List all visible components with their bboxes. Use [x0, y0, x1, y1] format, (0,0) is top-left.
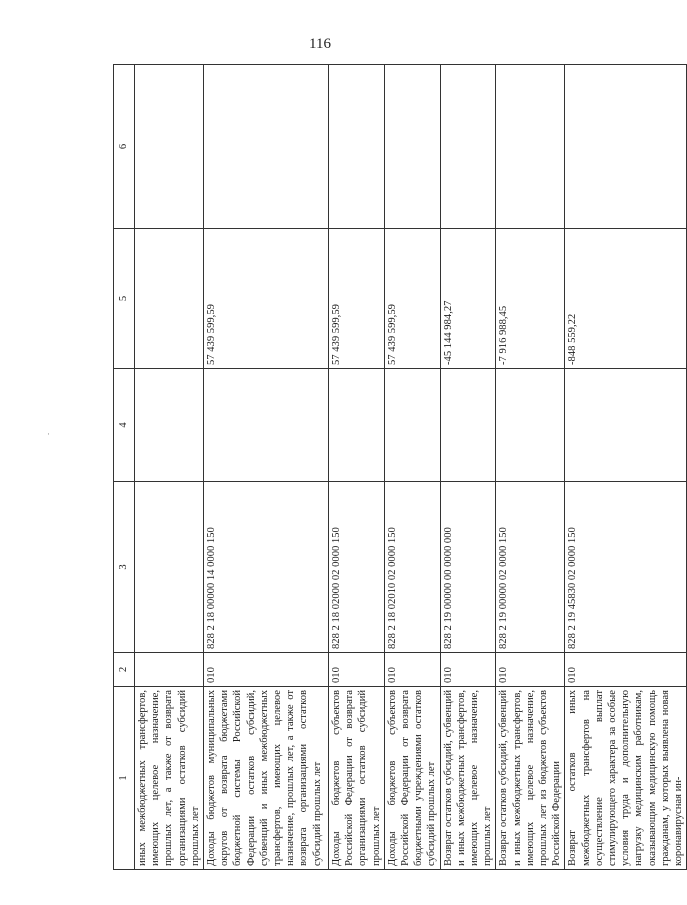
table-header-row — [114, 65, 135, 870]
row-col4 — [565, 369, 687, 482]
row-name: Возврат остатков субсидий, субвенций и иных межбюджетных трансфертов, имеющих целевое назначение, прошлых лет — [440, 687, 496, 870]
table-row — [496, 65, 565, 870]
row-col4 — [329, 369, 385, 482]
row-col4 — [384, 369, 440, 482]
row-amount: -45 144 984,27 — [440, 229, 496, 369]
header-cell-2: 2 — [114, 653, 135, 687]
row-name: Возврат остатков субсидий, субвенций и иных межбюджетных трансфертов, имеющих целевое назначение, прошлых лет из бюджетов субъектов Российской Федерации — [496, 687, 565, 870]
row-code: 010 — [565, 653, 687, 687]
row-col4 — [496, 369, 565, 482]
row-name: Доходы бюджетов субъектов Российской Федерации от возврата организациями остатков субсидий прошлых лет — [329, 687, 385, 870]
row-col4 — [135, 369, 204, 482]
row-kbk: 828 2 18 02000 02 0000 150 — [329, 482, 385, 653]
header-cell-1: 1 — [114, 687, 135, 870]
table-row — [204, 65, 329, 870]
row-col6 — [135, 65, 204, 229]
table-row — [440, 65, 496, 870]
header-cell-6: 6 — [114, 65, 135, 229]
row-kbk: 828 2 19 00000 02 0000 150 — [496, 482, 565, 653]
row-amount — [135, 229, 204, 369]
row-code — [135, 653, 204, 687]
row-code: 010 — [204, 653, 329, 687]
row-col6 — [204, 65, 329, 229]
row-code: 010 — [329, 653, 385, 687]
table-row — [329, 65, 385, 870]
row-name: иных межбюджетных трансфертов, имеющих целевое назначение, прошлых лет, а также от возврата организациями остатков субсидий прошлых лет — [135, 687, 204, 870]
table-row — [135, 65, 204, 870]
row-amount: 57 439 599,59 — [384, 229, 440, 369]
row-col6 — [384, 65, 440, 229]
table-row — [565, 65, 687, 870]
header-cell-3: 3 — [114, 482, 135, 653]
row-code: 010 — [440, 653, 496, 687]
row-col6 — [496, 65, 565, 229]
row-name: Доходы бюджетов субъектов Российской Федерации от возврата бюджетными учреждениями остатков субсидий прошлых лет — [384, 687, 440, 870]
row-kbk: 828 2 19 45830 02 0000 150 — [565, 482, 687, 653]
row-code: 010 — [384, 653, 440, 687]
row-col6 — [329, 65, 385, 229]
header-cell-4: 4 — [114, 369, 135, 482]
row-amount: 57 439 599,59 — [329, 229, 385, 369]
row-amount: -7 916 988,45 — [496, 229, 565, 369]
row-kbk: 828 2 18 02010 02 0000 150 — [384, 482, 440, 653]
row-kbk: 828 2 18 00000 14 0000 150 — [204, 482, 329, 653]
rotated-table-area — [113, 65, 685, 870]
row-col6 — [565, 65, 687, 229]
stray-mark: · — [47, 429, 50, 439]
row-col4 — [440, 369, 496, 482]
page-number: 116 — [309, 36, 331, 52]
row-amount: -848 559,22 — [565, 229, 687, 369]
table-row — [384, 65, 440, 870]
row-amount: 57 439 599,59 — [204, 229, 329, 369]
header-cell-5: 5 — [114, 229, 135, 369]
row-name: Доходы бюджетов муниципальных округов от возврата бюджетами бюджетной системы Российской Федерации остатков субсидий, субвенций и иных межбюджетных трансфертов, имеющих целевое назначение, прошлых лет, а также от возврата организациями остатков субсидий прошлых лет — [204, 687, 329, 870]
row-kbk: 828 2 19 00000 00 0000 000 — [440, 482, 496, 653]
row-name: Возврат остатков иных межбюджетных трансфертов на осуществление выплат стимулирующего характера за особые условия труда и дополнительную нагрузку медицинским работникам, оказывающим медицинскую помощь гражданам, у которых выявлена новая коронавирусная ин- — [565, 687, 687, 870]
budget-revenue-table — [113, 64, 687, 870]
rotated-table-container — [113, 65, 685, 870]
row-col6 — [440, 65, 496, 229]
row-kbk — [135, 482, 204, 653]
row-col4 — [204, 369, 329, 482]
row-code: 010 — [496, 653, 565, 687]
